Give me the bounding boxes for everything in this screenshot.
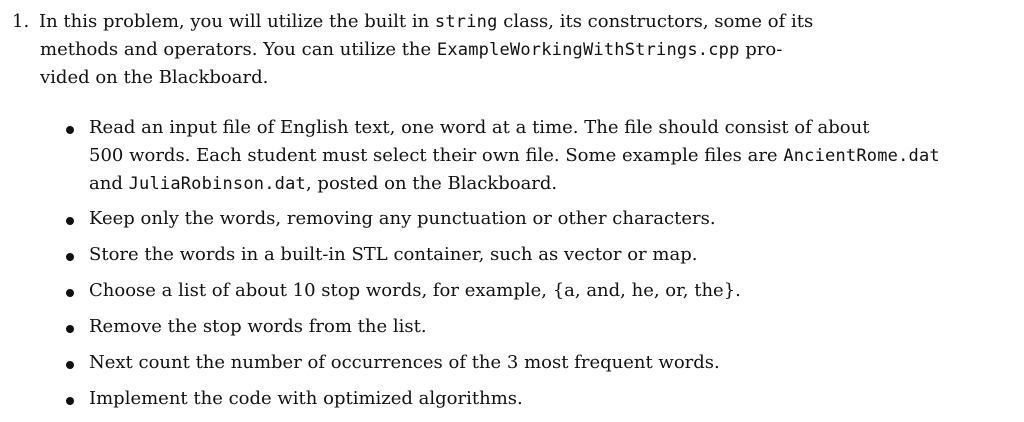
bullet-text (89, 114, 940, 198)
bullet-line: Read an input file of English text, one word at a time. The file should consist of about (89, 117, 870, 138)
bullet-text: Choose a list of about 10 stop words, for example, {a, and, he, or, the}. (89, 280, 741, 301)
code-string: string (434, 12, 498, 32)
bullet-text-segment: 500 words. Each student must select their own file. Some example files are (89, 145, 784, 166)
bullet-dot-icon (66, 361, 74, 369)
bullet-dot-icon (66, 253, 74, 261)
code-ancient-rome: AncientRome.dat (783, 146, 940, 166)
intro-text-segment: pro- (739, 39, 783, 60)
bullet-text: Store the words in a built-in STL container, such as vector or map. (89, 244, 698, 265)
code-julia-robinson: JuliaRobinson.dat (128, 174, 306, 194)
bullet-dot-icon (66, 325, 74, 333)
bullet-text: Keep only the words, removing any punctuation or other characters. (89, 208, 716, 229)
bullet-dot-icon (66, 126, 74, 134)
bullet-text: Next count the number of occurrences of the 3 most frequent words. (89, 352, 720, 373)
bullet-dot-icon (66, 289, 74, 297)
problem-number: 1. (12, 11, 30, 32)
bullet-text: Implement the code with optimized algorithms. (89, 388, 523, 409)
intro-text-segment: vided on the Blackboard. (40, 67, 269, 88)
bullet-text-segment: and (89, 173, 129, 194)
bullet-text: Remove the stop words from the list. (89, 316, 427, 337)
bullet-line (89, 142, 940, 170)
intro-text-segment: methods and operators. You can utilize the (40, 39, 437, 60)
bullet-dot-icon (66, 217, 74, 225)
intro-text-segment: class, its constructors, some of its (497, 11, 814, 32)
bullet-dot-icon (66, 397, 74, 405)
intro-text-segment: In this problem, you will utilize the built in (39, 11, 435, 32)
bullet-line (89, 170, 940, 198)
code-example-file: ExampleWorkingWithStrings.cpp (436, 40, 740, 60)
bullet-text-segment: , posted on the Blackboard. (305, 173, 558, 194)
